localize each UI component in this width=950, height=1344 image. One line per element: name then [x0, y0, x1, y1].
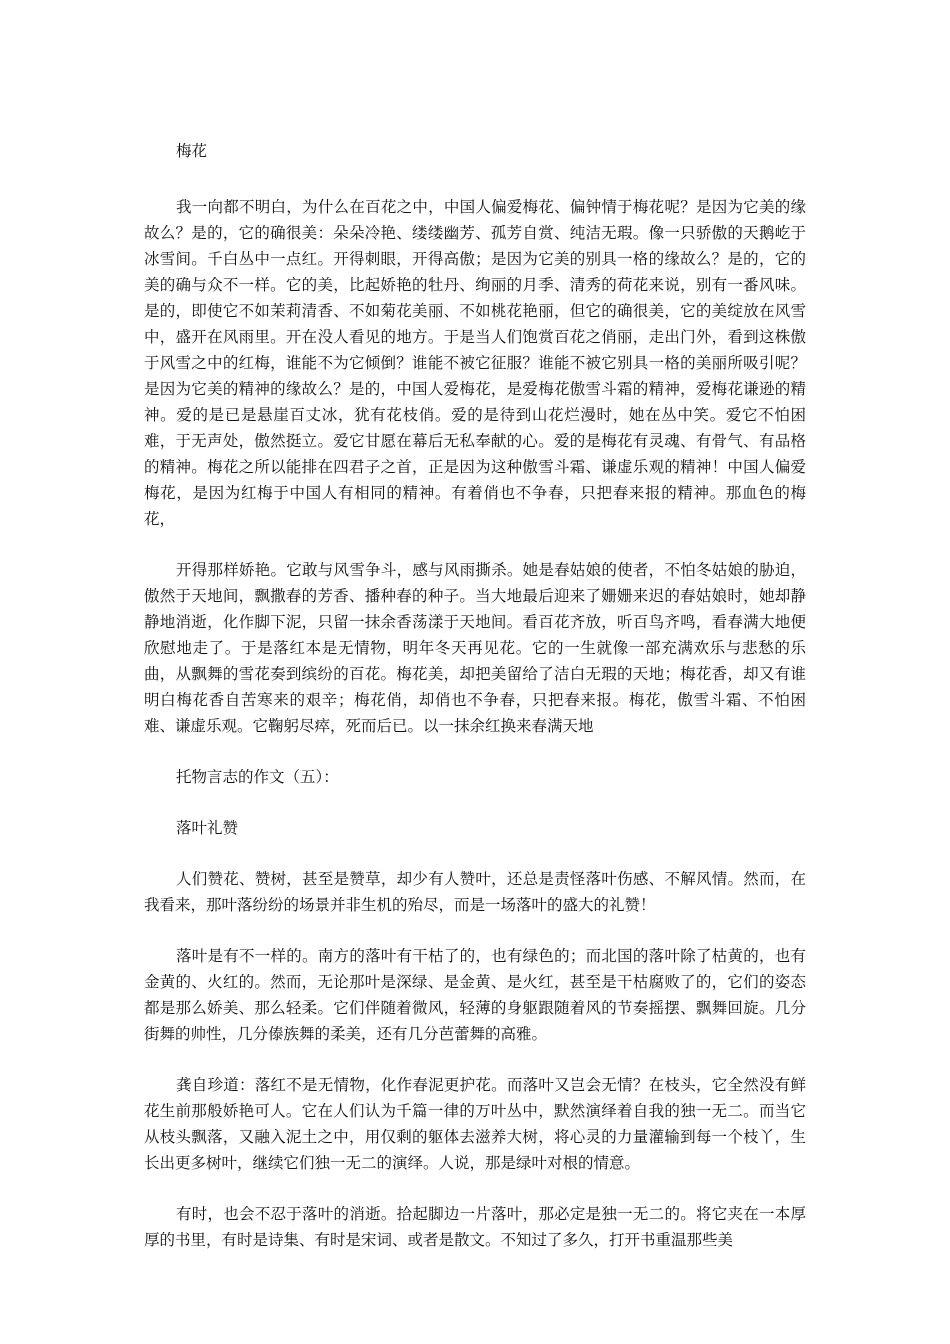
section-title: 托物言志的作文（五）：: [176, 768, 339, 786]
paragraph: 开得那样娇艳。它敢与风雪争斗，感与风雨撕杀。她是春姑娘的使者，不怕冬姑娘的胁迫，傲然于天地间，飘撒春的芳香、播种春的种子。当大地最后迎来了姗姗来迟的春姑娘时，她却静静地消逝，化作脚下泥，只留一抹余香荡漾于天地间。看百花齐放，听百鸟齐鸣，看春满大地便欣慰地走了。于是落红本是无情物，明年冬天再见花。它的一生就像一部充满欢乐与悲愁的乐曲，从飘舞的雪花奏到缤纷的百花。梅花美，却把美留给了洁白无瑕的天地；梅花香，却又有谁明白梅花香自苦寒来的艰辛；梅花俏，却俏也不争春，只把春来报。梅花，傲雪斗霜、不怕困难、谦虚乐观。它鞠躬尽瘁，死而后已。以一抹余红换来春满天地: [144, 561, 806, 735]
paragraph: 有时，也会不忍于落叶的消逝。拾起脚边一片落叶，那必定是独一无二的。将它夹在一本厚厚的书里，有时是诗集、有时是宋词、或者是散文。不知过了多久，打开书重温那些美: [144, 1205, 806, 1249]
paragraph: 人们赞花、赞树，甚至是赞草，却少有人赞叶，还总是责怪落叶伤感、不解风情。然而，在我看来，那叶落纷纷的场景并非生机的殆尽，而是一场落叶的盛大的礼赞！: [144, 870, 806, 914]
section-title: 梅花: [176, 142, 208, 160]
spacer: [144, 532, 806, 557]
spacer: [144, 841, 806, 866]
spacer: [144, 918, 806, 943]
paragraph: 落叶是有不一样的。南方的落叶有干枯了的，也有绿色的；而北国的落叶除了枯黄的，也有金黄的、火红的。然而，无论那叶是深绿、是金黄、是火红，甚至是干枯腐败了的，它们的姿态都是那么娇美、那么轻柔。它们伴随着微风，轻薄的身躯跟随着风的节奏摇摆、飘舞回旋。几分街舞的帅性，几分傣族舞的柔美，还有几分芭蕾舞的高雅。: [144, 947, 806, 1043]
section-title: 落叶礼赞: [176, 819, 239, 837]
document-page: [144, 138, 806, 1253]
spacer: [144, 1176, 806, 1201]
spacer: [144, 1047, 806, 1072]
paragraph: 龚自珍道：落红不是无情物，化作春泥更护花。而落叶又岂会无情？在枝头，它全然没有鲜花生前那般娇艳可人。它在人们认为千篇一律的万叶丛中，默然演绎着自我的独一无二。而当它从枝头飘落，又融入泥土之中，用仅剩的躯体去滋养大树，将心灵的力量灌输到每一个枝丫，生长出更多树叶，继续它们独一无二的演绎。人说，那是绿叶对根的情意。: [144, 1076, 806, 1172]
spacer: [144, 739, 806, 764]
spacer: [144, 790, 806, 815]
spacer: [144, 164, 806, 194]
paragraph: 我一向都不明白，为什么在百花之中，中国人偏爱梅花、偏钟情于梅花呢？是因为它美的缘故么？是的，它的确很美：朵朵冷艳、缕缕幽芳、孤芳自赏、纯洁无瑕。像一只骄傲的天鹅屹于冰雪间。千白丛中一点红。开得刺眼，开得高傲；是因为它美的别具一格的缘故么？是的，它的美的确与众不一样。它的美，比起娇艳的牡丹、绚丽的月季、清秀的荷花来说，别有一番风味。是的，即使它不如茉莉清香、不如菊花美丽、不如桃花艳丽，但它的确很美，它的美绽放在风雪中，盛开在风雨里。开在没人看见的地方。于是当人们饱赏百花之俏丽，走出门外，看到这株傲于风雪之中的红梅，谁能不为它倾倒？谁能不被它征服？谁能不被它别具一格的美丽所吸引呢？是因为它美的精神的缘故么？是的，中国人爱梅花，是爱梅花傲雪斗霜的精神，爱梅花谦逊的精神。爱的是已是悬崖百丈冰，犹有花枝俏。爱的是待到山花烂漫时，她在丛中笑。爱它不怕困难，于无声处，傲然挺立。爱它甘愿在幕后无私奉献的心。爱的是梅花有灵魂、有骨气、有品格的精神。梅花之所以能排在四君子之首，正是因为这种傲雪斗霜、谦虚乐观的精神！中国人偏爱梅花，是因为红梅于中国人有相同的精神。有着俏也不争春，只把春来报的精神。那血色的梅花，: [144, 198, 806, 528]
